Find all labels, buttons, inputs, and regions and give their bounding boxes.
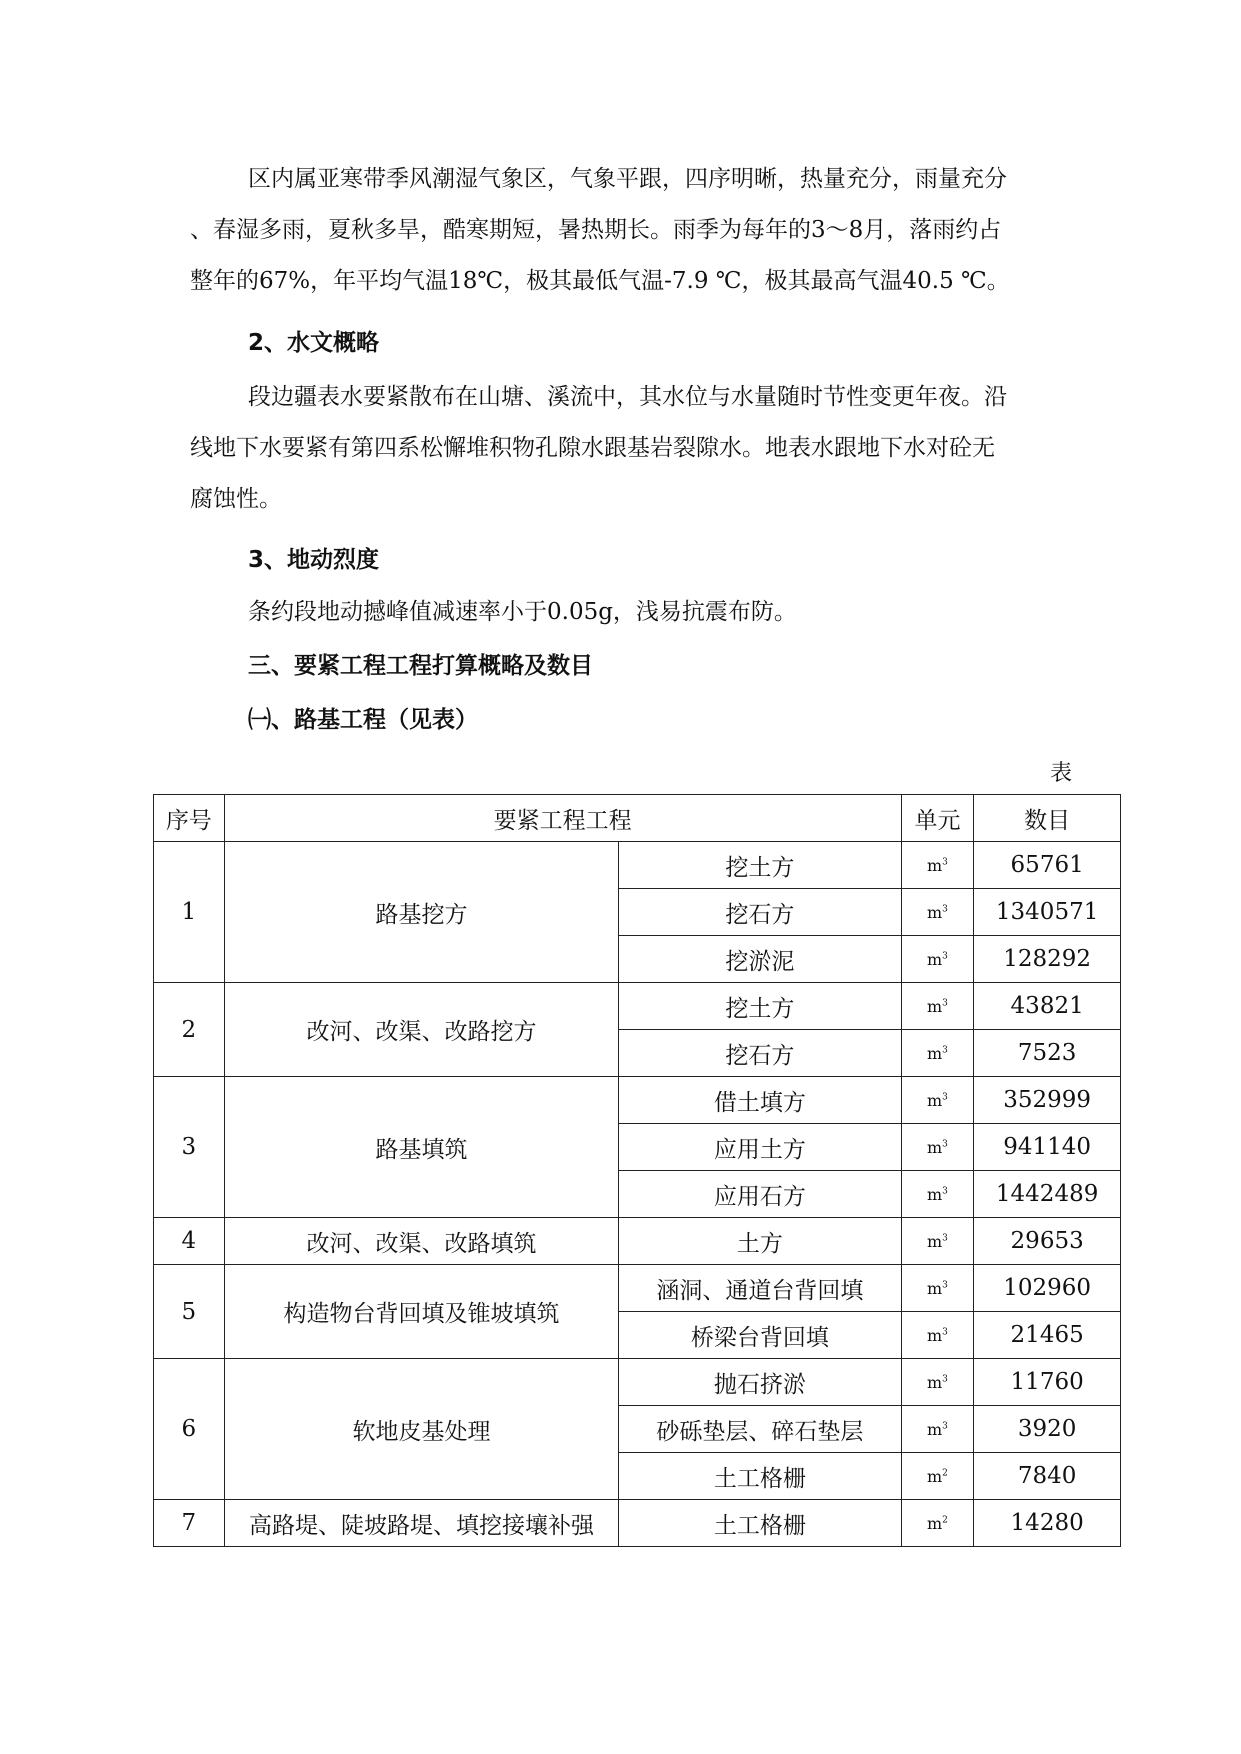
unit-symbol: m bbox=[926, 1372, 943, 1392]
header-project: 要紧工程工程 bbox=[224, 795, 901, 842]
table-row bbox=[154, 1265, 1121, 1312]
quantity-cell: 65761 bbox=[974, 842, 1121, 889]
unit-exponent: 3 bbox=[942, 857, 948, 868]
unit-cell bbox=[901, 1030, 974, 1077]
quantity-cell: 941140 bbox=[974, 1124, 1121, 1171]
row-number: 2 bbox=[154, 983, 225, 1077]
unit-exponent: 3 bbox=[942, 1233, 948, 1244]
unit-exponent: 3 bbox=[942, 1045, 948, 1056]
unit-cell bbox=[901, 1453, 974, 1500]
sub-item: 挖淤泥 bbox=[619, 936, 901, 983]
unit-exponent: 3 bbox=[942, 1280, 948, 1291]
quantity-cell: 1442489 bbox=[974, 1171, 1121, 1218]
unit-cell bbox=[901, 1124, 974, 1171]
unit-symbol: m bbox=[926, 1137, 943, 1157]
unit-cell bbox=[901, 1077, 974, 1124]
unit-symbol: m bbox=[926, 1513, 943, 1533]
unit-cell bbox=[901, 1500, 974, 1547]
seismic-text: 条约段地动撼峰值减速率小于0.05g，浅易抗震布防。 bbox=[248, 599, 797, 625]
unit-symbol: m bbox=[926, 949, 943, 969]
unit-cell bbox=[901, 983, 974, 1030]
quantity-cell: 29653 bbox=[974, 1218, 1121, 1265]
row-number: 5 bbox=[154, 1265, 225, 1359]
unit-symbol: m bbox=[926, 1278, 943, 1298]
table-header-row bbox=[154, 795, 1121, 842]
unit-cell bbox=[901, 936, 974, 983]
project-name: 高路堤、陡坡路堤、填挖接壤补强 bbox=[224, 1500, 619, 1547]
unit-symbol: m bbox=[926, 1231, 943, 1251]
project-name: 构造物台背回填及锥坡填筑 bbox=[224, 1265, 619, 1359]
sub-item: 挖石方 bbox=[619, 889, 901, 936]
unit-symbol: m bbox=[926, 1090, 943, 1110]
sub-item: 土工格栅 bbox=[619, 1453, 901, 1500]
paragraph-line: 整年的67%，年平均气温18℃，极其最低气温-7.9 ℃，极其最高气温40.5 ℃。 bbox=[190, 268, 1010, 294]
climate-paragraph bbox=[190, 154, 1070, 307]
quantities-table bbox=[153, 794, 1121, 1547]
table-row bbox=[154, 983, 1121, 1030]
quantity-cell: 128292 bbox=[974, 936, 1121, 983]
unit-exponent: 3 bbox=[942, 1139, 948, 1150]
unit-symbol: m bbox=[926, 855, 943, 875]
quantity-cell: 21465 bbox=[974, 1312, 1121, 1359]
unit-exponent: 3 bbox=[942, 1421, 948, 1432]
table-row bbox=[154, 1077, 1121, 1124]
table-body bbox=[154, 842, 1121, 1547]
section-heading-main-works: 三、要紧工程工程打算概略及数目 bbox=[248, 653, 593, 679]
unit-cell bbox=[901, 842, 974, 889]
unit-symbol: m bbox=[926, 1325, 943, 1345]
paragraph-line: 区内属亚寒带季风潮湿气象区，气象平跟，四序明晰，热量充分，雨量充分 bbox=[248, 166, 1007, 192]
sub-item: 应用石方 bbox=[619, 1171, 901, 1218]
quantity-cell: 11760 bbox=[974, 1359, 1121, 1406]
unit-cell bbox=[901, 1171, 974, 1218]
sub-item: 挖石方 bbox=[619, 1030, 901, 1077]
table-row bbox=[154, 1359, 1121, 1406]
sub-item: 挖土方 bbox=[619, 842, 901, 889]
unit-symbol: m bbox=[926, 996, 943, 1016]
unit-symbol: m bbox=[926, 1466, 943, 1486]
table-row bbox=[154, 842, 1121, 889]
unit-exponent: 3 bbox=[942, 998, 948, 1009]
paragraph-line: 、春湿多雨，夏秋多旱，酷寒期短，暑热期长。雨季为每年的3～8月，落雨约占 bbox=[190, 217, 1002, 243]
quantity-cell: 1340571 bbox=[974, 889, 1121, 936]
sub-item: 土工格栅 bbox=[619, 1500, 901, 1547]
unit-cell bbox=[901, 1265, 974, 1312]
header-qty: 数目 bbox=[974, 795, 1121, 842]
unit-cell bbox=[901, 1312, 974, 1359]
table-caption: 表 bbox=[1050, 761, 1073, 786]
unit-exponent: 3 bbox=[942, 951, 948, 962]
quantity-cell: 14280 bbox=[974, 1500, 1121, 1547]
sub-item: 涵洞、通道台背回填 bbox=[619, 1265, 901, 1312]
hydrology-paragraph bbox=[190, 372, 1070, 525]
unit-cell bbox=[901, 1218, 974, 1265]
project-name: 改河、改渠、改路填筑 bbox=[224, 1218, 619, 1265]
project-name: 路基填筑 bbox=[224, 1077, 619, 1218]
sub-item: 砂砾垫层、碎石垫层 bbox=[619, 1406, 901, 1453]
unit-cell bbox=[901, 1406, 974, 1453]
sub-item: 抛石挤淤 bbox=[619, 1359, 901, 1406]
quantity-cell: 102960 bbox=[974, 1265, 1121, 1312]
paragraph-line: 腐蚀性。 bbox=[190, 486, 282, 512]
section-heading-hydrology: 2、水文概略 bbox=[248, 330, 380, 356]
quantity-cell: 352999 bbox=[974, 1077, 1121, 1124]
table-row bbox=[154, 1218, 1121, 1265]
row-number: 4 bbox=[154, 1218, 225, 1265]
table-row bbox=[154, 1500, 1121, 1547]
unit-cell bbox=[901, 889, 974, 936]
unit-symbol: m bbox=[926, 1184, 943, 1204]
header-unit: 单元 bbox=[901, 795, 974, 842]
sub-item: 挖土方 bbox=[619, 983, 901, 1030]
row-number: 7 bbox=[154, 1500, 225, 1547]
unit-exponent: 3 bbox=[942, 1092, 948, 1103]
unit-cell bbox=[901, 1359, 974, 1406]
section-heading-roadbed: ㈠、路基工程（见表） bbox=[248, 707, 478, 733]
sub-item: 应用土方 bbox=[619, 1124, 901, 1171]
quantity-cell: 43821 bbox=[974, 983, 1121, 1030]
unit-symbol: m bbox=[926, 1043, 943, 1063]
paragraph-line: 线地下水要紧有第四系松懈堆积物孔隙水跟基岩裂隙水。地表水跟地下水对砼无 bbox=[190, 435, 995, 461]
paragraph-line: 段边疆表水要紧散布在山塘、溪流中，其水位与水量随时节性变更年夜。沿 bbox=[248, 384, 1007, 410]
unit-symbol: m bbox=[926, 1419, 943, 1439]
unit-exponent: 3 bbox=[942, 1186, 948, 1197]
sub-item: 土方 bbox=[619, 1218, 901, 1265]
sub-item: 桥梁台背回填 bbox=[619, 1312, 901, 1359]
row-number: 3 bbox=[154, 1077, 225, 1218]
row-number: 6 bbox=[154, 1359, 225, 1500]
quantity-cell: 7523 bbox=[974, 1030, 1121, 1077]
unit-exponent: 2 bbox=[942, 1515, 948, 1526]
quantity-cell: 7840 bbox=[974, 1453, 1121, 1500]
unit-exponent: 3 bbox=[942, 904, 948, 915]
quantity-cell: 3920 bbox=[974, 1406, 1121, 1453]
unit-exponent: 2 bbox=[942, 1468, 948, 1479]
unit-exponent: 3 bbox=[942, 1374, 948, 1385]
row-number: 1 bbox=[154, 842, 225, 983]
header-no: 序号 bbox=[154, 795, 225, 842]
section-heading-seismic: 3、地动烈度 bbox=[248, 547, 380, 573]
project-name: 软地皮基处理 bbox=[224, 1359, 619, 1500]
project-name: 路基挖方 bbox=[224, 842, 619, 983]
unit-exponent: 3 bbox=[942, 1327, 948, 1338]
unit-symbol: m bbox=[926, 902, 943, 922]
sub-item: 借土填方 bbox=[619, 1077, 901, 1124]
project-name: 改河、改渠、改路挖方 bbox=[224, 983, 619, 1077]
